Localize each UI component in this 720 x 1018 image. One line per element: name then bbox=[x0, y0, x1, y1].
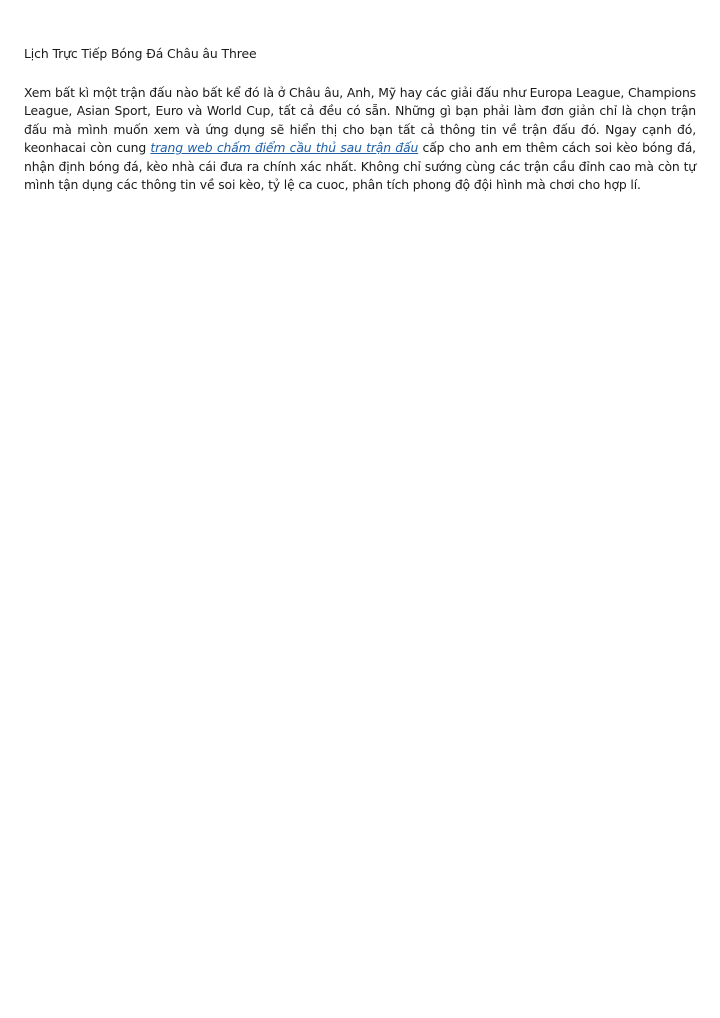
document-title: Lịch Trực Tiếp Bóng Đá Châu âu Three bbox=[24, 46, 257, 61]
paragraph-text-before-link: Xem bất kì một trận đấu nào bất kể đó là ở Châu âu, Anh, Mỹ hay các giải đấu như Europa League, Champions League, Asian Sport, Euro và World Cup, tất cả đều có sẵn. Những gì bạn phải làm đơn giản chỉ là chọn trận đấu mà mình muốn xem và ứng dụng sẽ hiển thị cho bạn tất cả thông tin về trận đấu đó. Ngay cạnh đó, keonhacai còn cung bbox=[24, 85, 696, 156]
rating-website-link[interactable]: trang web chấm điểm cầu thủ sau trận đấu bbox=[150, 140, 419, 156]
document-page bbox=[24, 0, 696, 194]
paragraph-text-after-link: cấp cho anh em thêm cách soi kèo bóng đá, nhận định bóng đá, kèo nhà cái đưa ra chính xác nhất. Không chỉ sướng cùng các trận cầu đỉnh cao mà còn tự mình tận dụng các thông tin về soi kèo, tỷ lệ ca cuoc, phân tích phong độ đội hình mà chơi cho hợp lí. bbox=[24, 140, 696, 193]
document-paragraph bbox=[24, 84, 696, 194]
